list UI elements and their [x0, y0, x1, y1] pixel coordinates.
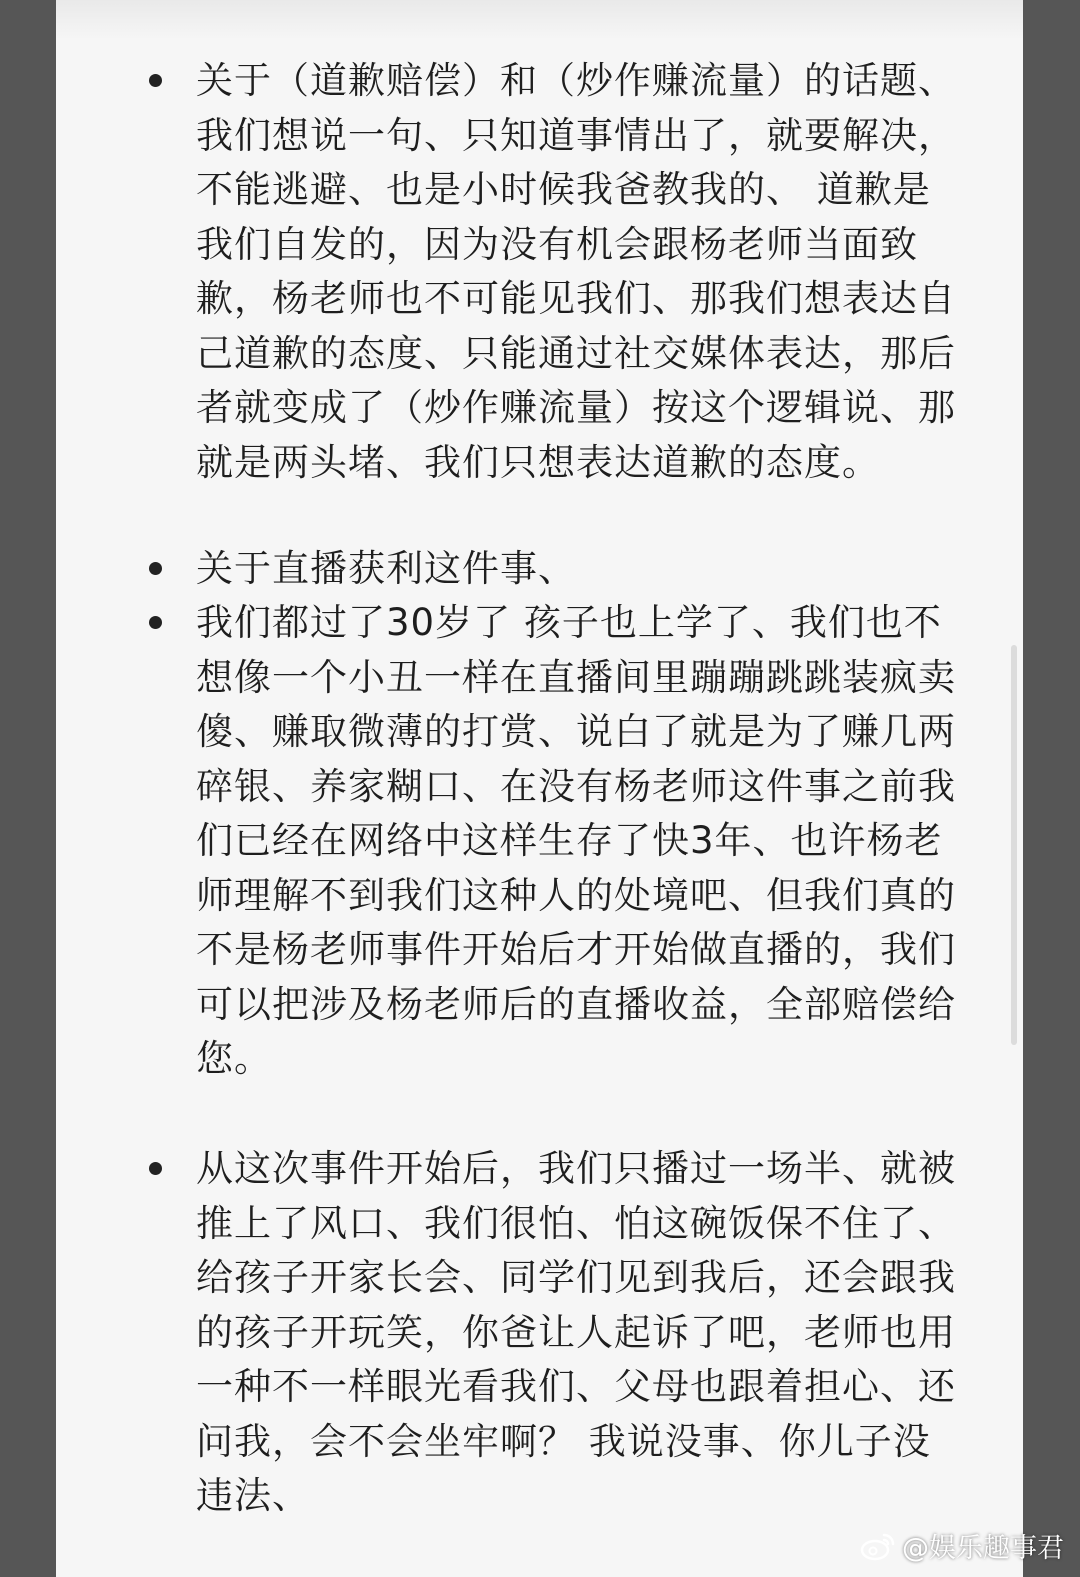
bullet-icon — [149, 74, 162, 87]
bullet-icon — [149, 1162, 162, 1175]
watermark — [860, 1526, 1064, 1565]
bullet-icon — [149, 562, 162, 575]
scrollbar[interactable] — [1011, 645, 1017, 1045]
bullet-icon — [149, 616, 162, 629]
page-top-shade — [56, 0, 1023, 40]
paragraph-text: 关于（道歉赔偿）和（炒作赚流量）的话题、我们想说一句、只知道事情出了，就要解决，不能逃避、也是小时候我爸教我的、 道歉是我们自发的，因为没有机会跟杨老师当面致歉，杨老师也不可能见我们、那我们想表达自己道歉的态度、只能通过社交媒体表达，那后者就变成了（炒作赚流量）按这个逻辑说、那就是两头堵、我们只想表达道歉的态度。 — [196, 59, 956, 484]
paragraph-text: 从这次事件开始后，我们只播过一场半、就被推上了风口、我们很怕、怕这碗饭保不住了、给孩子开家长会、同学们见到我后，还会跟我的孩子开玩笑，你爸让人起诉了吧，老师也用一种不一样眼光看我们、父母也跟着担心、还问我，会不会坐牢啊？ 我说没事、你儿子没违法、 — [196, 1147, 956, 1517]
paragraph-text: 我们都过了30岁了 孩子也上学了、我们也不想像一个小丑一样在直播间里蹦蹦跳跳装疯卖傻、赚取微薄的打赏、说白了就是为了赚几两碎银、养家糊口、在没有杨老师这件事之前我们已经在网络中这样生存了快3年、也许杨老师理解不到我们这种人的处境吧、但我们真的不是杨老师事件开始后才开始做直播的，我们可以把涉及杨老师后的直播收益，全部赔偿给您。 — [196, 601, 956, 1080]
paragraph-text: 关于直播获利这件事、 — [196, 547, 576, 590]
watermark-text: @娱乐趣事君 — [902, 1533, 1064, 1564]
weibo-icon — [860, 1531, 896, 1561]
